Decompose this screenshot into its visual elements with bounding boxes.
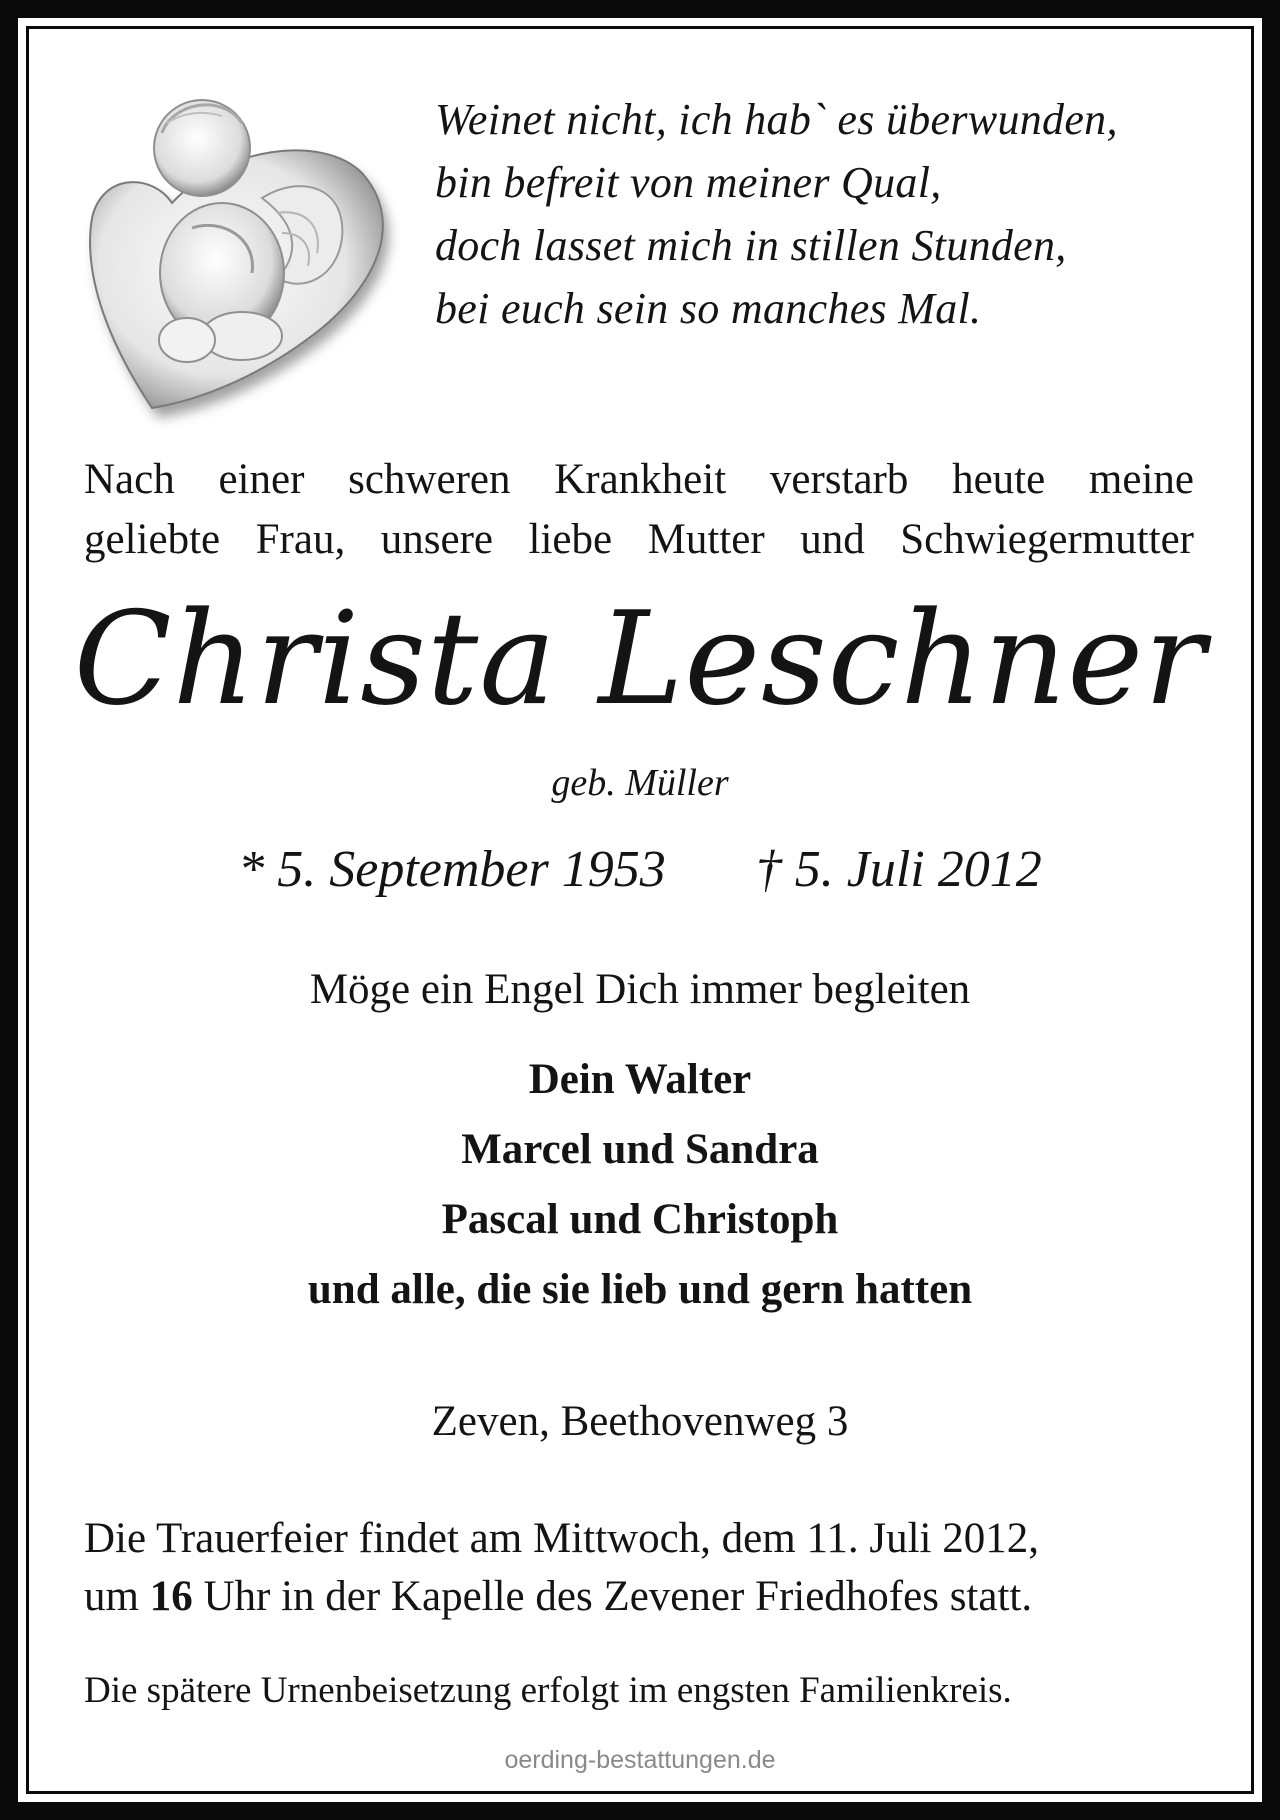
- poem-line: doch lasset mich in stillen Stunden,: [435, 221, 1067, 270]
- ceremony-line: [84, 1568, 1194, 1626]
- death-date: † 5. Juli 2012: [755, 841, 1042, 898]
- intro-line: geliebte Frau, unsere liebe Mutter und Schwiegermutter: [84, 516, 1194, 563]
- footer-website: oerding-bestattungen.de: [504, 1746, 776, 1774]
- mourner-line: und alle, die sie lieb und gern hatten: [307, 1266, 973, 1313]
- motto: Möge ein Engel Dich immer begleiten: [309, 966, 971, 1013]
- poem-line: Weinet nicht, ich hab` es überwunden,: [435, 95, 1118, 144]
- ceremony-prefix: um: [84, 1573, 150, 1620]
- maiden-name: geb. Müller: [551, 762, 729, 804]
- deceased-name: Christa Leschner: [73, 585, 1207, 734]
- urn-notice: Die spätere Urnenbeisetzung erfolgt im engsten Familienkreis.: [84, 1670, 1012, 1711]
- address: Zeven, Beethovenweg 3: [431, 1398, 849, 1445]
- poem-line: bei euch sein so manches Mal.: [435, 284, 982, 333]
- mourner-line: Marcel und Sandra: [461, 1126, 819, 1173]
- birth-date: * 5. September 1953: [238, 841, 666, 898]
- mourners-list: [0, 1045, 1280, 1325]
- poem-line: bin befreit von meiner Qual,: [435, 158, 942, 207]
- poem: [435, 88, 1215, 340]
- ceremony-line: Die Trauerfeier findet am Mittwoch, dem 11. Juli 2012,: [84, 1515, 1039, 1562]
- angel-heart-image: [72, 78, 412, 438]
- ceremony-suffix: Uhr in der Kapelle des Zevener Friedhofes statt.: [192, 1573, 1033, 1620]
- mourner-line: Pascal und Christoph: [441, 1196, 839, 1243]
- life-dates: [0, 835, 1280, 905]
- intro-text: [84, 450, 1194, 570]
- ceremony-info: [84, 1510, 1194, 1626]
- ceremony-time: 16: [149, 1573, 193, 1620]
- mourner-line: Dein Walter: [528, 1056, 752, 1103]
- intro-line: Nach einer schweren Krankheit verstarb heute meine: [84, 456, 1194, 503]
